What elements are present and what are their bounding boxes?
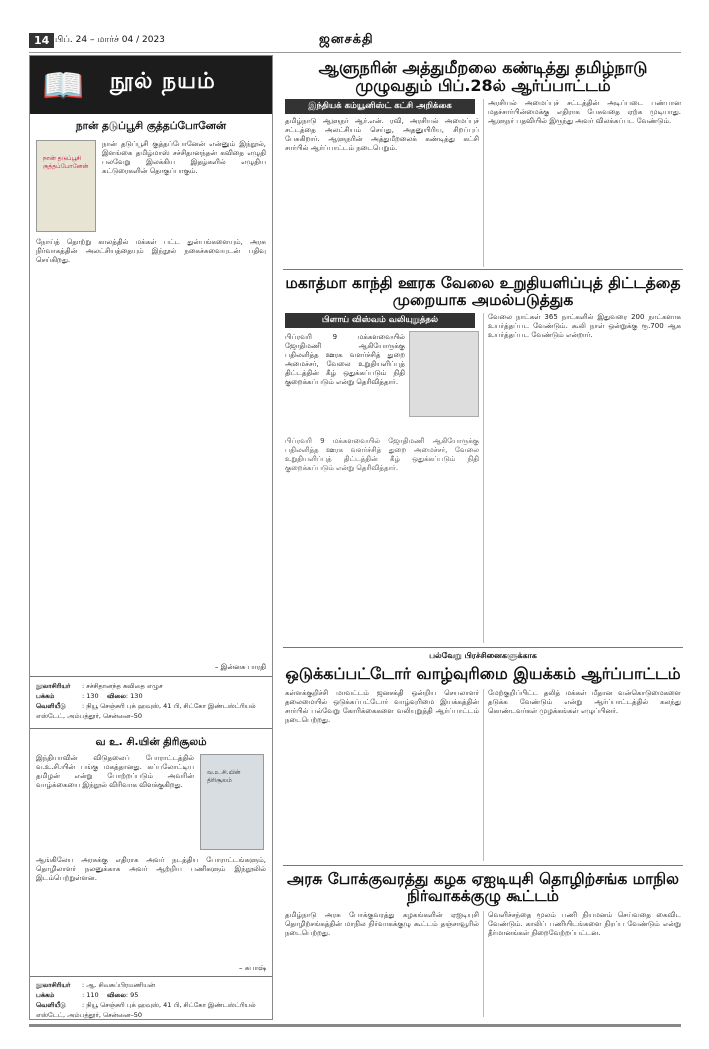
story3-paragraph-1: கள்ளக்குறிச்சி மாவட்டம் ஜனசக்தி ஒன்றிய செயலாளர் தலைமையில் ஒடுக்கப்பட்டோர் வாழ்வுரிமை இயக்கத்தின் சார்பில் பல்வேறு கோரிக்கைகளை வலியுறுத்தி ஆர்ப்பாட்டம் நடைபெற்றது. bbox=[285, 689, 479, 724]
story4-paragraph-1: தமிழ்நாடு அரசு போக்குவரத்து கழகங்களின் ஏஐடியுசி தொழிற்சங்கத்தின் மாநில நிர்வாகக்குழு கூட்டம் தஞ்சாவூரில் நடைபெற்றது. bbox=[285, 911, 479, 937]
column-rule bbox=[483, 689, 484, 861]
review1-paragraph-1: நான் தடுப்பூசி குத்தப்போனேன் என்னும் இந்நூல், இளங்கை தமிழ்மாஸ் சச்சிதானந்தன் கவிதை எழுதி பலவேறு இலக்கிய இதழ்களில் எழுதிய கட்டுரைகளின் தொகுப்பாகும். bbox=[102, 140, 266, 175]
story1-tag: இந்தியக் கம்யூனிஸ்ட் கட்சி அறிக்கை bbox=[285, 99, 475, 114]
news-column bbox=[283, 55, 683, 1020]
review2-book-details: நூலாசிரியர் : ஆ. சிவசுப்பிரமணியன் பக்கம் : 110 விலை: 95 வெளியீடு : நியூ செஞ்சுரி புக் ஹவுஸ், 41 பி, சிட்கோ இண்டஸ்ட்ரியல் எஸ்டேட், அம்பத்தூர், சென்னை–50 bbox=[36, 981, 256, 1019]
review2-heading: வ உ. சி.யின் திரிசூலம் bbox=[95, 736, 207, 748]
open-book-icon: 📖 bbox=[42, 66, 85, 106]
story2-tag: பிளாய் விஸ்வம் வலியுறுத்தல் bbox=[285, 313, 475, 328]
story2-paragraph-continued: பிப்ரவரி 9 மக்களவையில் ஜோதிமணி ஆகியோருக்கு பதிலளித்த ஊரக வளர்ச்சித் துறை அமைச்சர், வேலை உறுதியளிப்புத் திட்டத்தின் கீழ் ஒதுக்கப்படும் நிதி குறைக்கப்படும் என்று தெரிவித்தார். bbox=[285, 437, 479, 472]
page-bottom-rule bbox=[29, 1024, 681, 1027]
review1-book-cover bbox=[36, 140, 96, 232]
review1-book-details: நூலாசிரியர் : சச்சிதானந்த கவிதை எழுச பக்கம் : 130 விலை: 130 வெளியீடு : நியூ செஞ்சுரி புக் ஹவுஸ், 41 பி, சிட்கோ இண்டஸ்ட்ரியல் எஸ்டேட், அம்பத்தூர், சென்னை–50 bbox=[36, 682, 256, 720]
review2-signature: – சுபாஷ் bbox=[239, 964, 266, 972]
book-review-column bbox=[29, 55, 273, 1020]
story1-headline: ஆளுநரின் அத்துமீறலை கண்டித்து தமிழ்நாடு முழுவதும் பிப்.28ல் ஆர்ப்பாட்டம் bbox=[318, 58, 648, 95]
divider bbox=[283, 269, 683, 270]
story2-headline: மகாத்மா காந்தி ஊரக வேலை உறுதியளிப்புத் திட்டத்தை முறையாக அமல்படுத்துக bbox=[285, 274, 681, 310]
story4-headline: அரசு போக்குவரத்து கழக ஏஐடியுசி தொழிற்சங்க மாநில நிர்வாகக்குழு கூட்டம் bbox=[287, 870, 679, 906]
review1-paragraph-2: நோய்த் தொற்று காலத்தில் மக்கள் பட்ட துன்பங்களையும், அரசு நிர்வாகத்தின் அலட்சியத்தையும் இந்நூல் நகைச்சுவையுடன் பதிவு செய்கிறது. bbox=[36, 238, 266, 264]
divider bbox=[283, 647, 683, 648]
paper-name: ஜனசக்தி bbox=[319, 32, 374, 47]
story1-paragraph-2: அரசியல் அமைப்புச் சட்டத்தின் அடிப்படை பண்பான மதச்சார்பின்மைக்கு எதிராக பேசுவதை ஏற்க முடியாது. ஆளுநர் பதவியில் இருந்து அவர் விலக்கப்பட வேண்டும். bbox=[488, 99, 681, 125]
column-rule bbox=[483, 313, 484, 643]
story3-paragraph-2: மேற்குறிப்பிட்ட தலித் மக்கள் மீதான வன்கொடுமைகளை தடுக்க வேண்டும் என்று ஆர்ப்பாட்டத்தில் கலந்து கொண்டவர்கள் முழக்கங்கள் எழுப்பினர். bbox=[488, 689, 681, 715]
divider bbox=[30, 976, 272, 977]
page-header bbox=[29, 31, 681, 53]
story2-paragraph-1: பிப்ரவரி 9 மக்களவையில் ஜோதிமணி ஆகியோருக்கு பதிலளித்த ஊரக வளர்ச்சித் துறை அமைச்சர், வேலை உறுதியளிப்புத் திட்டத்தின் கீழ் ஒதுக்கப்படும் நிதி குறைக்கப்படும் என்று தெரிவித்தார். bbox=[285, 333, 405, 386]
review1-author: சச்சிதானந்த கவிதை எழுச bbox=[86, 682, 163, 690]
review1-heading: நான் தடுப்பூசி குத்தப்போனேன் bbox=[75, 120, 227, 132]
story3-headline: ஒடுக்கப்பட்டோர் வாழ்வுரிமை இயக்கம் ஆர்ப்பாட்டம் bbox=[285, 664, 681, 683]
page-number: 14 bbox=[29, 33, 54, 48]
review2-author: ஆ. சிவசுப்பிரமணியன் bbox=[86, 981, 156, 989]
story3-kicker: பல்வேறு பிரச்சினைகளுக்காக bbox=[429, 651, 537, 660]
review2-book-cover bbox=[200, 754, 264, 850]
review2-cover-title: வ.உ.சி.யின் திரிசூலம் bbox=[207, 769, 241, 784]
story1-paragraph-1: தமிழ்நாடு ஆளுநர் ஆர்.என். ரவி, அரசியல் அமைப்புச் சட்டத்தை அலட்சியம் செய்து, அதனுயிரிய, சிறப்புப் பேசுகிறார். ஆளுநரின் அத்துமீறலைக் கண்டித்து கட்சி சார்பில் ஆர்ப்பாட்டம் நடைபெறும். bbox=[285, 117, 479, 152]
section-banner bbox=[30, 56, 272, 114]
review2-paragraph-2: ஆங்கிலேய அரசுக்கு எதிராக அவர் நடத்திய போராட்டங்களும், தொழிலாளர் நலனுக்காக அவர் ஆற்றிய பணிகளும் இந்நூலில் இடம்பெற்றுள்ளன. bbox=[36, 856, 266, 882]
story2-paragraph-2: வேலை நாட்கள் 365 நாட்களில் இதுவரை 200 நாட்களாக உயர்த்தப்பட வேண்டும். கூலி நாள் ஒன்றுக்கு ரூ.700 ஆக உயர்த்தப்பட வேண்டும் என்றார். bbox=[488, 313, 681, 339]
column-rule bbox=[483, 99, 484, 267]
issue-date: பிப். 24 – மார்ச் 04 / 2023 bbox=[55, 35, 165, 45]
divider bbox=[30, 676, 272, 677]
review1-cover-title: நான் தடுப்பூசி குத்தப்போனேன் bbox=[43, 155, 89, 170]
column-rule bbox=[483, 911, 484, 1017]
review1-signature: – இன்னசு பாரதி bbox=[214, 663, 266, 671]
section-title: நூல் நயம் bbox=[110, 68, 216, 94]
divider bbox=[30, 728, 272, 729]
review2-paragraph-1: இந்தியாவின் விடுதலைப் போராட்டத்தில் வ.உ.சி.யின் பங்கு மகத்தானது. கப்பலோட்டிய தமிழன் என்று போற்றப்படும் அவரின் வாழ்க்கையை இந்நூல் விரிவாக விளக்குகிறது. bbox=[36, 754, 194, 789]
person-photo bbox=[409, 331, 479, 417]
divider bbox=[283, 865, 683, 866]
story4-paragraph-2: வெளிச்சந்தை மூலம் பணி நியமனம் செய்வதை கைவிட வேண்டும். காலிப் பணியிடங்களை நிரப்ப வேண்டும் என்று தீர்மானங்கள் நிறைவேற்றப்பட்டன. bbox=[488, 911, 681, 937]
